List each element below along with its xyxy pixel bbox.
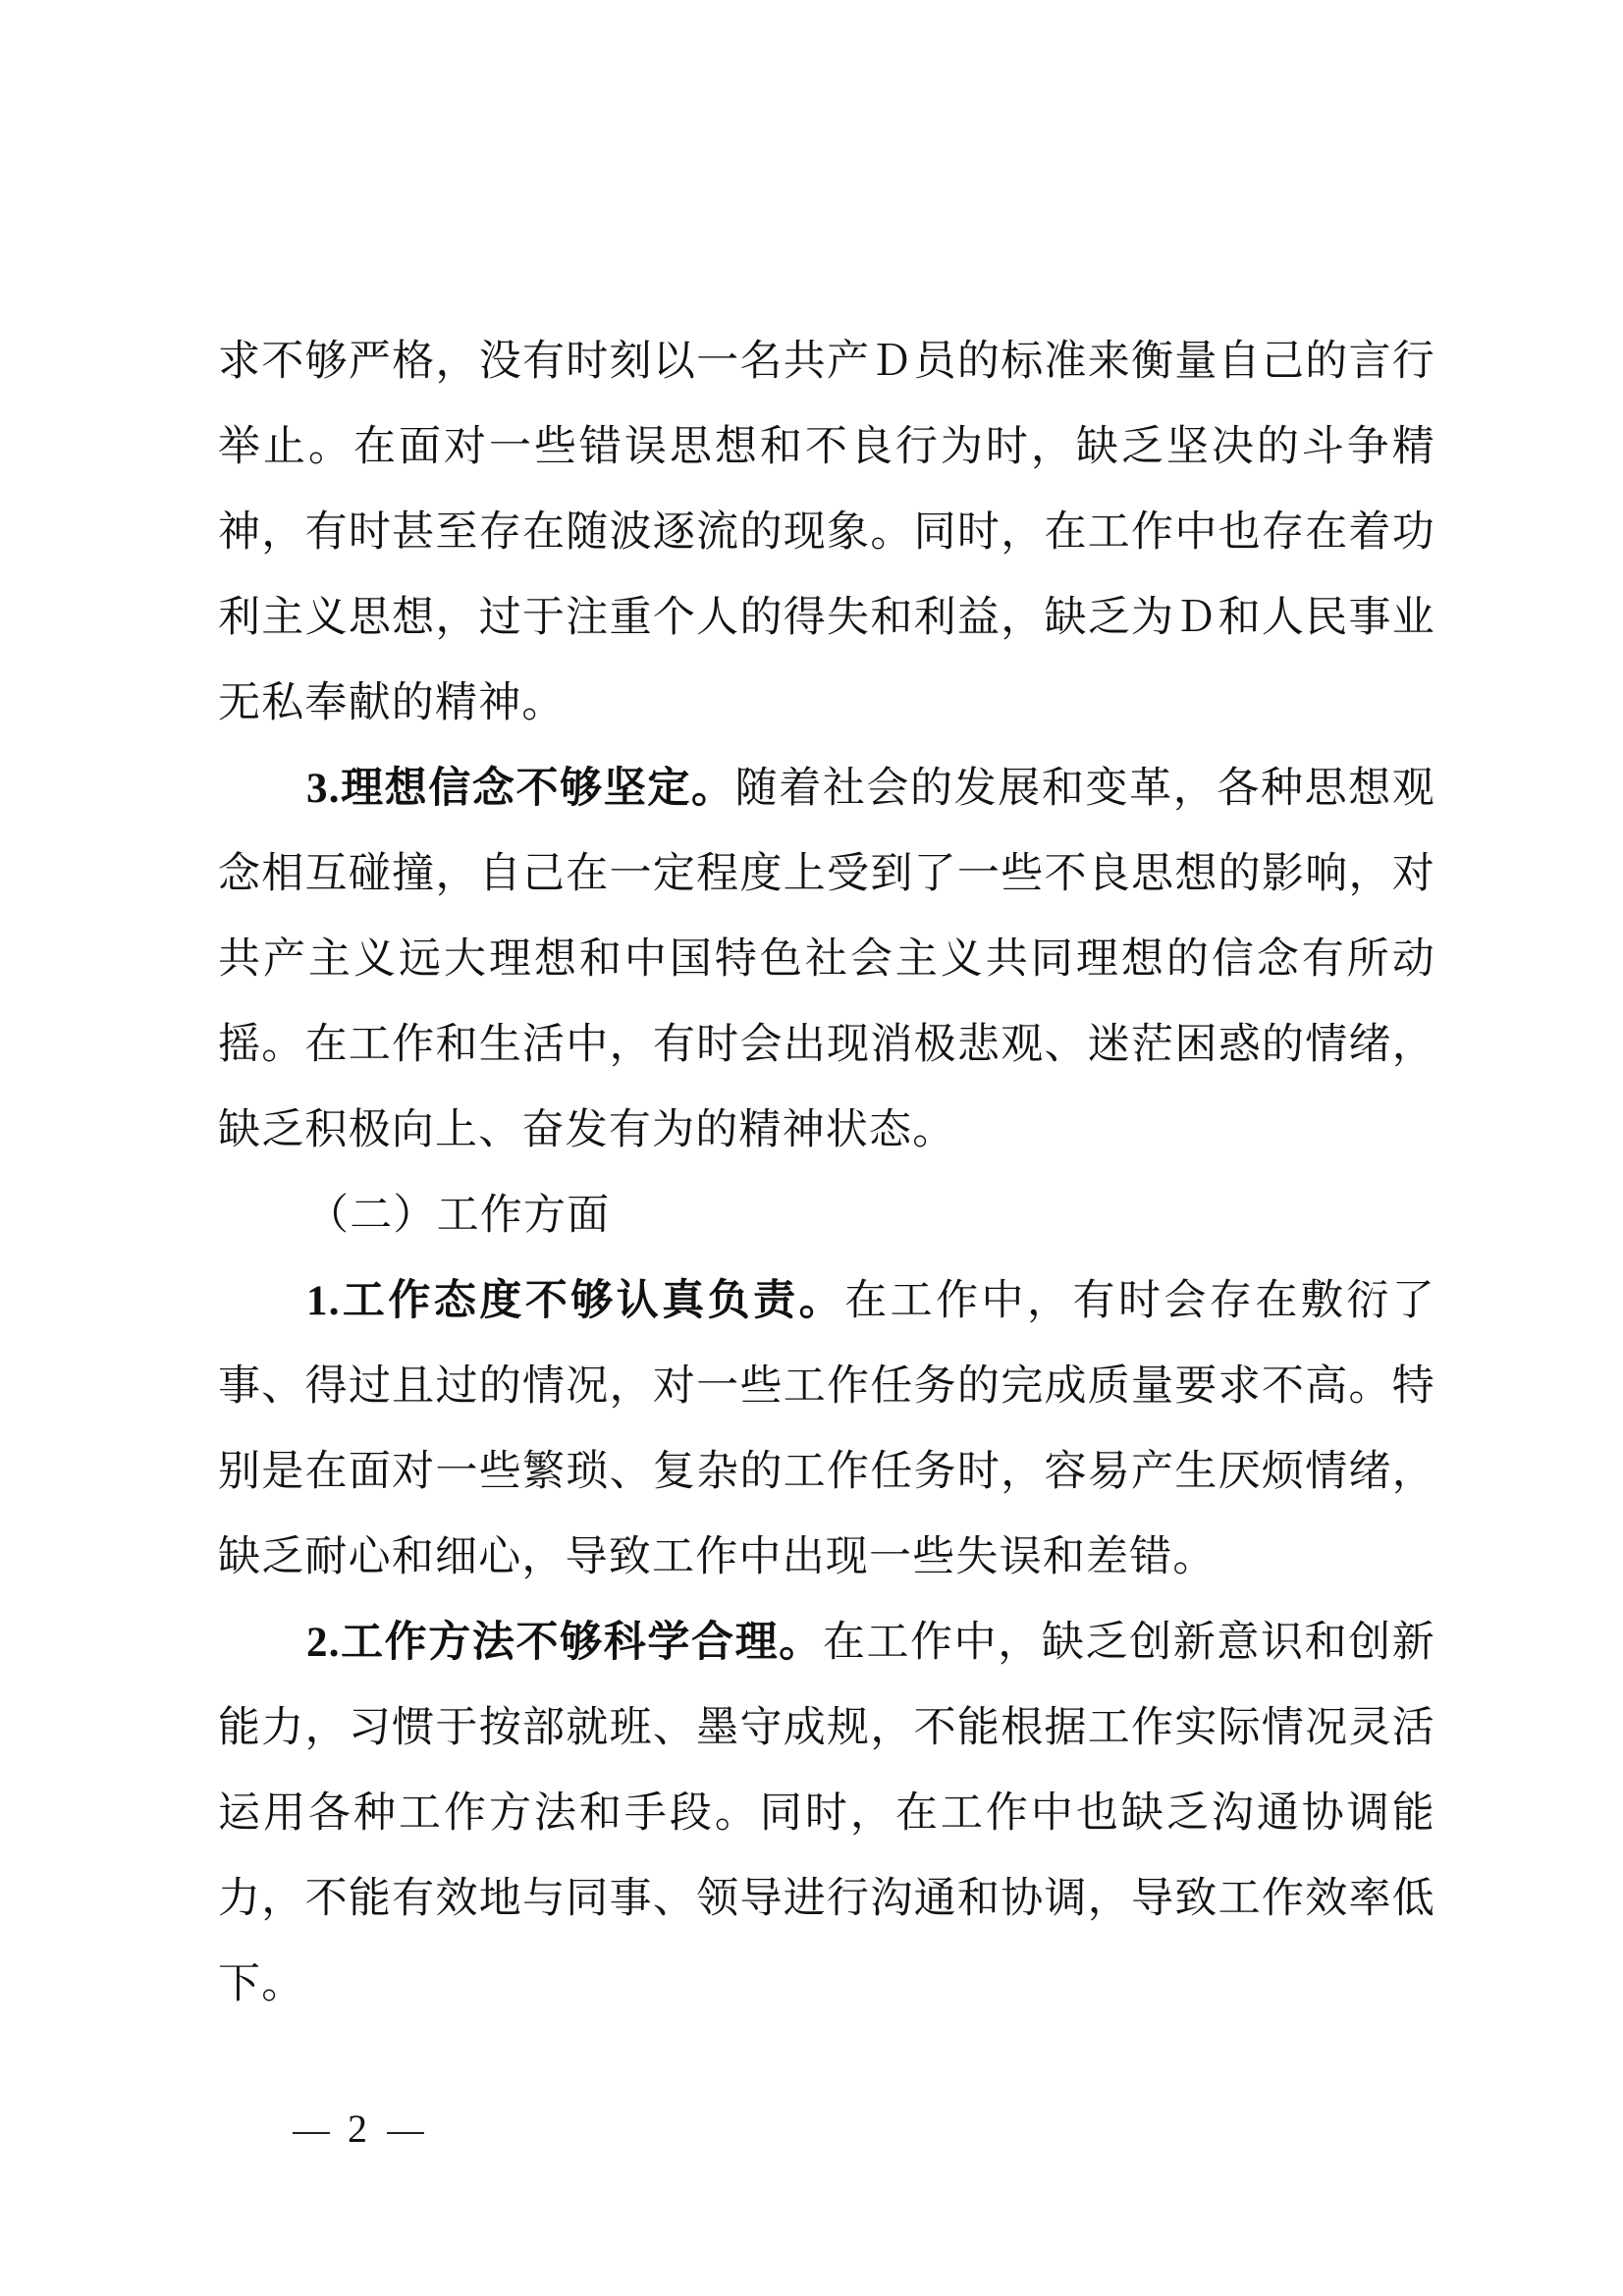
page-number: 2 [348,2107,369,2151]
item-heading: 理想信念不够坚定。 [340,764,735,813]
paragraph-work-method [218,1600,1435,2027]
paragraph-ideals-beliefs [218,746,1435,1173]
page-footer [275,2106,442,2152]
item-heading: 工作态度不够认真负责。 [340,1276,845,1325]
paragraph-text: 随着社会的发展和变革，各种思想观念相互碰撞，自己在一定程度上受到了一些不良思想的影响，对共产主义远大理想和中国特色社会主义共同理想的信念有所动摇。在工作和生活中，有时会出现消极悲观、迷茫困惑的情绪，缺乏积极向上、奋发有为的精神状态。 [218,764,1435,1154]
item-number: 1. [306,1278,341,1324]
paragraph-text: 在工作中，缺乏创新意识和创新能力，习惯于按部就班、墨守成规，不能根据工作实际情况灵活运用各种工作方法和手段。同时，在工作中也缺乏沟通协调能力，不能有效地与同事、领导进行沟通和协调，导致工作效率低下。 [218,1618,1435,2008]
item-heading: 工作方法不够科学合理。 [340,1618,823,1667]
paragraph-text: 求不够严格，没有时刻以一名共产Ｄ员的标准来衡量自己的言行举止。在面对一些错误思想和不良行为时，缺乏坚决的斗争精神，有时甚至存在随波逐流的现象。同时，在工作中也存在着功利主义思想，过于注重个人的得失和利益，缺乏为Ｄ和人民事业无私奉献的精神。 [218,337,1435,727]
section-heading-work [218,1173,1435,1258]
dash-left [293,2132,330,2134]
dash-right [387,2132,424,2134]
section-title: （二）工作方面 [306,1191,611,1240]
paragraph-continuation [218,319,1435,746]
paragraph-text: 在工作中，有时会存在敷衍了事、得过且过的情况，对一些工作任务的完成质量要求不高。特别是在面对一些繁琐、复杂的工作任务时，容易产生厌烦情绪，缺乏耐心和细心，导致工作中出现一些失误和差错。 [218,1276,1435,1581]
item-number: 2. [306,1620,341,1666]
item-number: 3. [306,766,341,812]
paragraph-work-attitude [218,1258,1435,1600]
page-body [218,319,1435,2027]
